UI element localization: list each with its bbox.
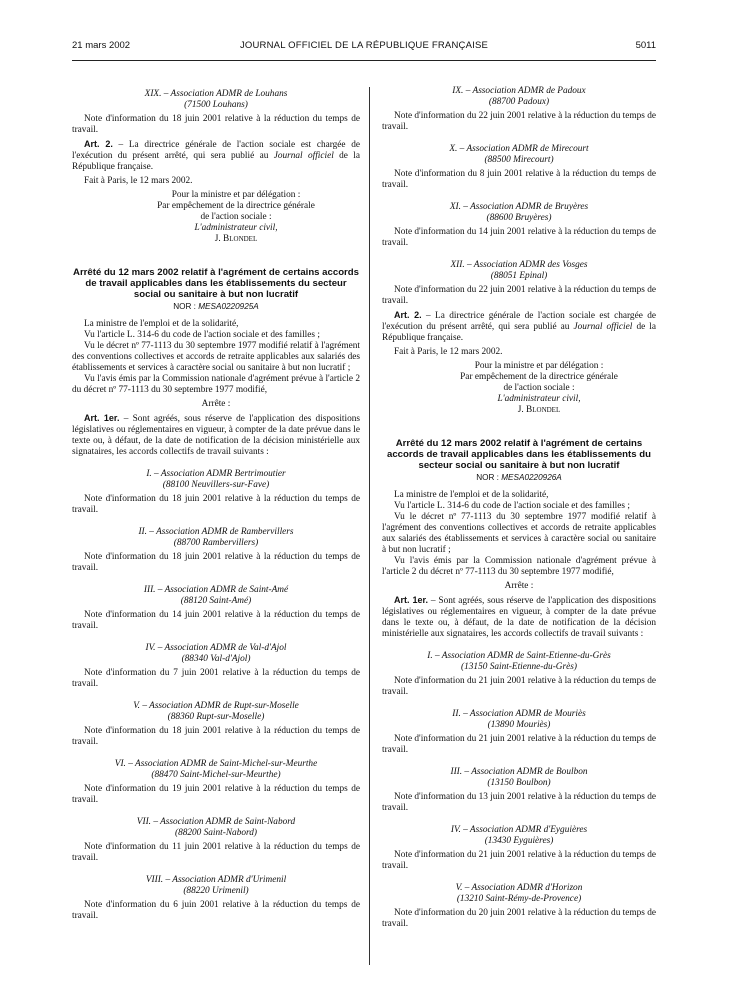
association-city: (88051 Epinal) <box>490 271 548 281</box>
preamble-line: Vu l'avis émis par la Commission nationale d'agrément prévue à l'article 2 du décret nº 77-1113 du 30 septembre 1977 modifié, <box>72 374 360 395</box>
preamble-line: Vu l'article L. 314-6 du code de l'action sociale et des familles ; <box>84 330 320 340</box>
association-heading: X. – Association ADMR de Mirecourt <box>449 144 589 154</box>
association-heading: II. – Association ADMR de Mouriès <box>452 709 586 719</box>
association-heading: XI. – Association ADMR de Bruyères <box>449 202 589 212</box>
preamble-line: La ministre de l'emploi et de la solidarité, <box>394 490 549 500</box>
association-note: Note d'information du 18 juin 2001 relative à la réduction du temps de travail. <box>72 726 360 747</box>
association-city: (88100 Neuvillers-sur-Fave) <box>162 480 270 490</box>
right-column <box>382 86 656 930</box>
association-city: (88470 Saint-Michel-sur-Meurthe) <box>151 770 281 780</box>
association-heading: I. – Association ADMR Bertrimoutier <box>146 469 286 479</box>
signature-name: J. Blondel <box>517 405 561 415</box>
association-city: (88700 Padoux) <box>488 97 550 107</box>
association-note: Note d'information du 20 juin 2001 relative à la réduction du temps de travail. <box>382 908 656 929</box>
association-heading: XII. – Association ADMR des Vosges <box>450 260 588 270</box>
preamble-line: Vu le décret nº 77-1113 du 30 septembre 1977 modifié relatif à l'agrément des conventions collectives et accords de retraite applicables aux salariés des établissements et services à caractère social ou sanitaire à but non lucratif ; <box>72 341 360 373</box>
nor-label: NOR : <box>173 302 199 311</box>
association-note: Note d'information du 13 juin 2001 relative à la réduction du temps de travail. <box>382 792 656 813</box>
association-heading: VII. – Association ADMR de Saint-Nabord <box>136 817 296 827</box>
page-header <box>72 40 656 54</box>
nor-code: MESA0220925A <box>198 302 259 311</box>
article-text: – La directrice générale de l'action sociale est chargée de l'exécution du présent arrêté, qui sera publié au <box>72 140 360 161</box>
association-heading: VI. – Association ADMR de Saint-Michel-sur-Meurthe <box>114 759 318 769</box>
association-note: Note d'information du 6 juin 2001 relative à la réduction du temps de travail. <box>72 900 360 921</box>
article-2 <box>382 310 656 344</box>
article-text-end: de la République française. <box>382 322 657 343</box>
arrete-title: Arrêté du 12 mars 2002 relatif à l'agrément de certains accords de travail applicables dans les établissements du secteur social ou sanitaire à but non lucratif <box>387 438 651 471</box>
arrete-label: Arrête : <box>504 581 534 591</box>
association-heading: IV. – Association ADMR de Val-d'Ajol <box>145 643 287 653</box>
association-city: (71500 Louhans) <box>184 100 248 110</box>
association-note: Note d'information du 14 juin 2001 relative à la réduction du temps de travail. <box>72 610 360 631</box>
signature-line: de l'action sociale : <box>503 383 575 393</box>
association-note: Note d'information du 18 juin 2001 relative à la réduction du temps de travail. <box>72 552 360 573</box>
association-heading: IX. – Association ADMR de Padoux <box>452 86 586 96</box>
association-note: Note d'information du 22 juin 2001 relative à la réduction du temps de travail. <box>382 285 656 306</box>
journal-title: JOURNAL OFFICIEL DE LA RÉPUBLIQUE FRANÇAISE <box>239 40 489 51</box>
association-note: Note d'information du 11 juin 2001 relative à la réduction du temps de travail. <box>72 842 360 863</box>
article-1 <box>382 595 656 640</box>
association-heading: IV. – Association ADMR d'Eyguières <box>450 825 588 835</box>
preamble-line: La ministre de l'emploi et de la solidarité, <box>84 319 239 329</box>
association-city: (88200 Saint-Nabord) <box>174 828 258 838</box>
article-1 <box>72 413 360 458</box>
signature-line: Pour la ministre et par délégation : <box>171 190 301 200</box>
association-list <box>382 86 656 307</box>
association-note: Note d'information du 8 juin 2001 relative à la réduction du temps de travail. <box>382 169 656 190</box>
association-note: Note d'information du 18 juin 2001 relative à la réduction du temps de travail. <box>72 494 360 515</box>
article-text-end: de la République française. <box>72 151 360 172</box>
association-heading: III. – Association ADMR de Boulbon <box>450 767 588 777</box>
association-city: (88340 Val-d'Ajol) <box>181 654 251 664</box>
association-city: (88220 Urimenil) <box>183 886 249 896</box>
preamble-line: Vu le décret nº 77-1113 du 30 septembre 1977 modifié relatif à l'agrément des conventions collectives et accords de retraite applicables aux salariés des établissements et services à caractère social ou sanitaire à but non lucratif ; <box>382 512 656 555</box>
association-heading: II. – Association ADMR de Rambervillers <box>138 527 294 537</box>
association-heading: I. – Association ADMR de Saint-Etienne-du-Grès <box>427 651 611 661</box>
signature-name: J. Blondel <box>214 234 258 244</box>
association-heading: V. – Association ADMR d'Horizon <box>455 883 583 893</box>
article-label: Art. 2. <box>394 310 422 320</box>
article-label: Art. 1er. <box>84 413 120 423</box>
article-2 <box>72 139 360 173</box>
article-text: – Sont agréés, sous réserve de l'application des dispositions législatives ou réglementaires en vigueur, à compter de la date prévue dans le texte ou, à défaut, de la date de notification de la décision ministérielle aux signataires, les accords collectifs de travail suivants : <box>72 414 360 457</box>
association-heading: VIII. – Association ADMR d'Urimenil <box>145 875 287 885</box>
association-note: Note d'information du 21 juin 2001 relative à la réduction du temps de travail. <box>382 676 656 697</box>
signature-line: de l'action sociale : <box>200 212 272 222</box>
journal-ref: Journal officiel <box>273 151 334 161</box>
association-city: (13210 Saint-Rémy-de-Provence) <box>456 894 582 904</box>
association-note: Note d'information du 7 juin 2001 relative à la réduction du temps de travail. <box>72 668 360 689</box>
nor-reference <box>72 301 360 312</box>
association-note: Note d'information du 21 juin 2001 relative à la réduction du temps de travail. <box>382 734 656 755</box>
association-city: (88120 Saint-Amé) <box>180 596 252 606</box>
association-note: Note d'information du 19 juin 2001 relative à la réduction du temps de travail. <box>72 784 360 805</box>
association-city: (88600 Bruyères) <box>486 213 552 223</box>
nor-label: NOR : <box>476 473 502 482</box>
association-city: (13890 Mouriès) <box>487 720 551 730</box>
signature-line: Pour la ministre et par délégation : <box>474 361 604 371</box>
association-note: Note d'information du 22 juin 2001 relative à la réduction du temps de travail. <box>382 111 656 132</box>
association-heading: III. – Association ADMR de Saint-Amé <box>143 585 289 595</box>
header-rule <box>72 60 656 61</box>
article-label: Art. 1er. <box>394 595 429 605</box>
arrete-title: Arrêté du 12 mars 2002 relatif à l'agrément de certains accords de travail applicables dans les établissements du secteur social ou sanitaire à but non lucratif <box>73 267 359 300</box>
arrete-label: Arrête : <box>201 399 231 409</box>
association-note: Note d'information du 14 juin 2001 relative à la réduction du temps de travail. <box>382 227 656 248</box>
article-text: – La directrice générale de l'action sociale est chargée de l'exécution du présent arrêté, qui sera publié au <box>382 311 656 332</box>
signature-title: L'administrateur civil, <box>497 394 581 404</box>
nor-reference <box>382 472 656 483</box>
association-city: (88500 Mirecourt) <box>484 155 554 165</box>
signature-line: Par empêchement de la directrice générale <box>460 372 618 382</box>
left-column <box>72 89 360 922</box>
association-heading: V. – Association ADMR de Rupt-sur-Moselle <box>133 701 299 711</box>
association-note: Note d'information du 18 juin 2001 relative à la réduction du temps de travail. <box>72 114 360 135</box>
association-city: (88360 Rupt-sur-Moselle) <box>167 712 265 722</box>
signature-title: L'administrateur civil, <box>194 223 278 233</box>
association-list <box>382 651 656 930</box>
header-date: 21 mars 2002 <box>72 40 131 51</box>
article-label: Art. 2. <box>84 139 113 149</box>
preamble-line: Vu l'avis émis par la Commission nationale d'agrément prévue à l'article 2 du décret nº 77-1113 du 30 septembre 1977 modifié, <box>382 556 656 577</box>
journal-ref: Journal officiel <box>573 322 633 332</box>
association-city: (13150 Saint-Etienne-du-Grès) <box>461 662 577 672</box>
article-text: – Sont agréés, sous réserve de l'application des dispositions législatives ou réglementaires en vigueur, à compter de la date prévue dans le texte ou, à défaut, de la date de notification de la décision ministérielle aux signataires, les accords collectifs de travail suivants : <box>382 596 656 639</box>
fait-a-paris: Fait à Paris, le 12 mars 2002. <box>84 176 193 186</box>
association-heading: XIX. – Association ADMR de Louhans <box>144 89 288 99</box>
association-city: (13430 Eyguières) <box>484 836 554 846</box>
column-divider <box>369 87 370 965</box>
association-note: Note d'information du 21 juin 2001 relative à la réduction du temps de travail. <box>382 850 656 871</box>
signature-line: Par empêchement de la directrice générale <box>157 201 315 211</box>
page-number: 5011 <box>635 40 656 51</box>
nor-code: MESA0220926A <box>501 473 562 482</box>
preamble-line: Vu l'article L. 314-6 du code de l'action sociale et des familles ; <box>394 501 630 511</box>
association-list <box>72 469 360 922</box>
association-city: (88700 Rambervillers) <box>173 538 259 548</box>
association-city: (13150 Boulbon) <box>487 778 551 788</box>
fait-a-paris: Fait à Paris, le 12 mars 2002. <box>394 347 503 357</box>
